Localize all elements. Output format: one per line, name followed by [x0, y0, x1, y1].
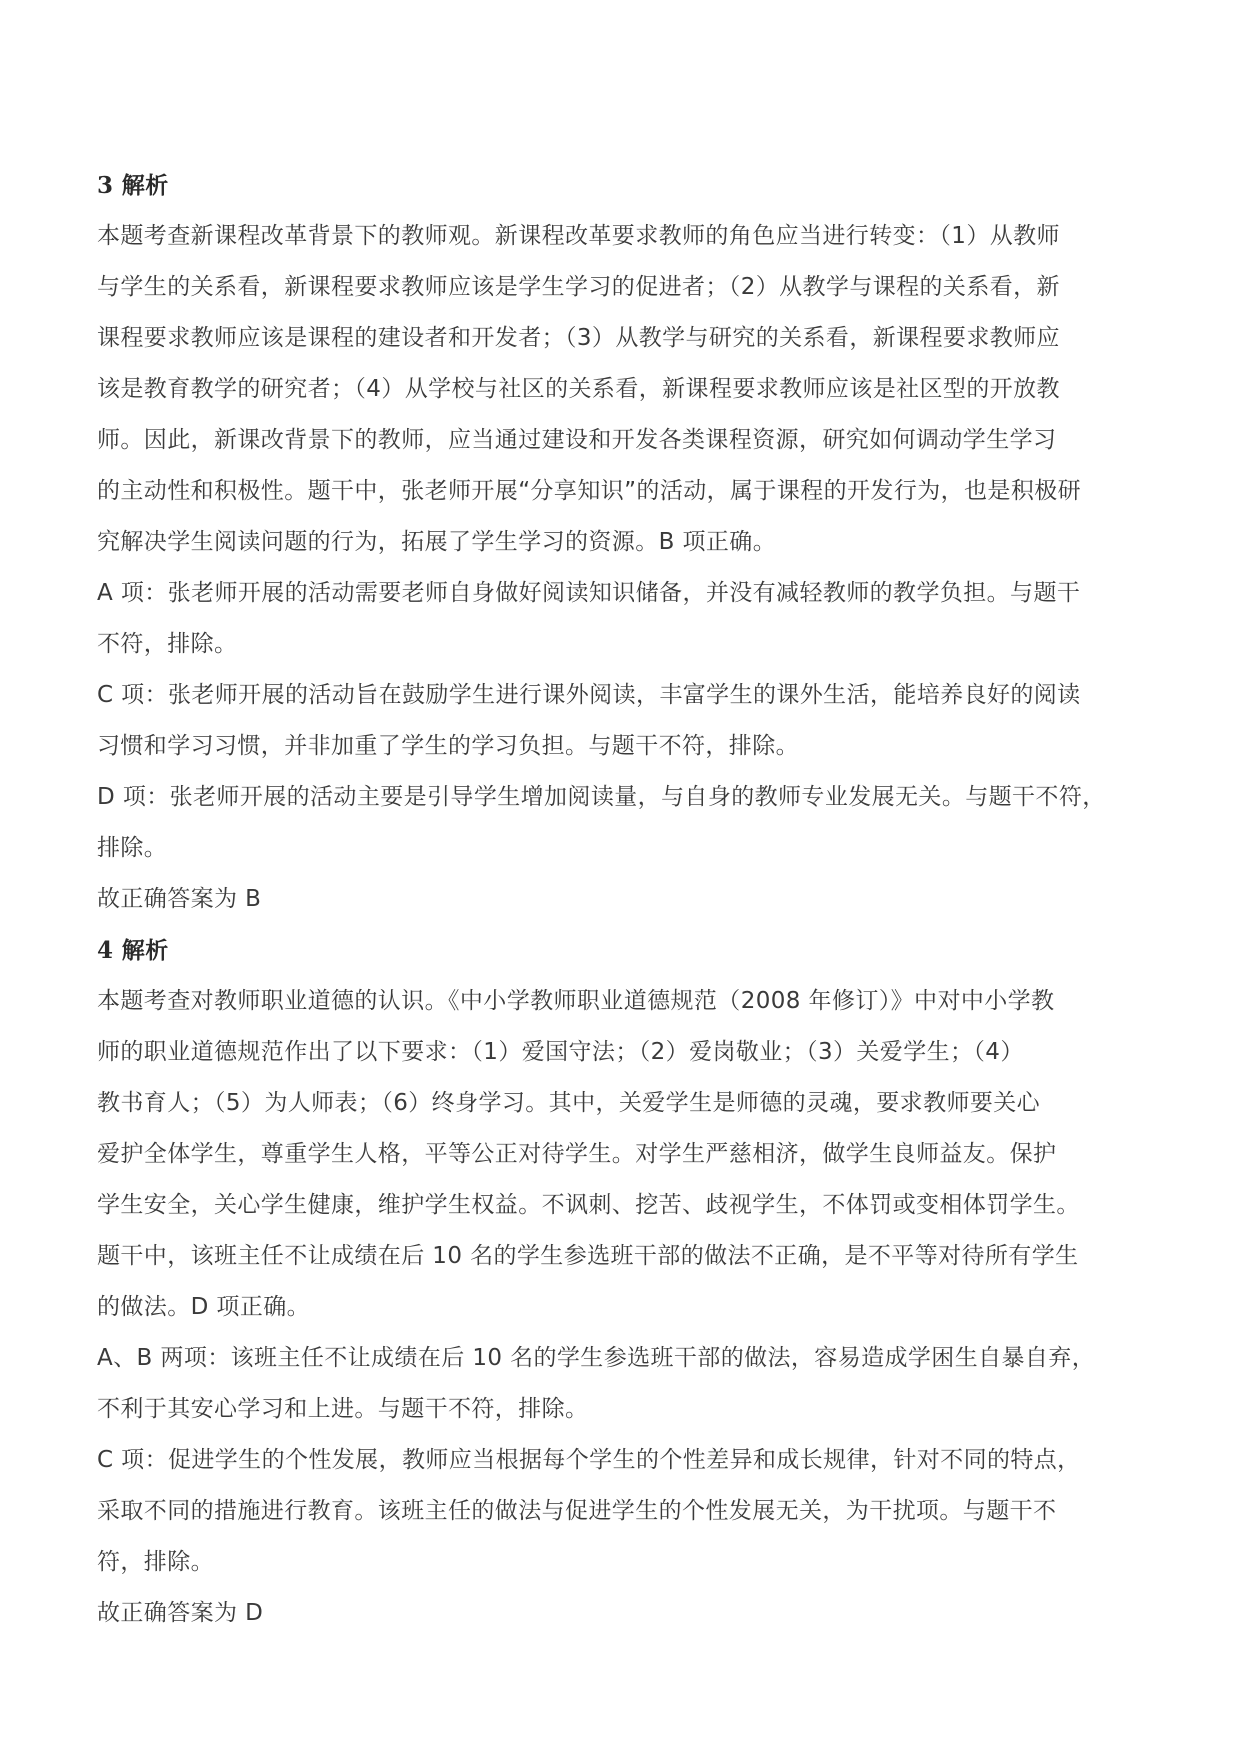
section-3-line: 与学生的关系看，新课程要求教师应该是学生学习的促进者；（2）从教学与课程的关系看，新	[97, 274, 1060, 300]
section-3-line: 习惯和学习习惯，并非加重了学生的学习负担。与题干不符，排除。	[97, 733, 799, 759]
section-4-line: 的做法。D 项正确。	[97, 1294, 311, 1320]
section-3-line: 究解决学生阅读问题的行为，拓展了学生学习的资源。B 项正确。	[97, 529, 777, 555]
section-3-line: 不符，排除。	[97, 631, 238, 657]
section-4-line: 不利于其安心学习和上进。与题干不符，排除。	[97, 1396, 589, 1422]
section-4-answer: 故正确答案为 D	[97, 1600, 264, 1626]
section-4-line: 师的职业道德规范作出了以下要求：（1）爱国守法；（2）爱岗敬业；（3）关爱学生；（4）	[97, 1039, 1024, 1065]
section-3-line: A 项：张老师开展的活动需要老师自身做好阅读知识储备，并没有减轻教师的教学负担。与题干	[97, 580, 1081, 606]
section-4-line: 教书育人；（5）为人师表；（6）终身学习。其中，关爱学生是师德的灵魂，要求教师要关心	[97, 1090, 1041, 1116]
section-3-line: 的主动性和积极性。题干中，张老师开展“分享知识”的活动，属于课程的开发行为，也是积极研	[97, 478, 1082, 504]
section-3-heading: 3 解析	[97, 172, 169, 199]
section-3-line: 排除。	[97, 835, 168, 861]
section-4-heading: 4 解析	[97, 937, 169, 964]
section-3-line: 师。因此，新课改背景下的教师，应当通过建设和开发各类课程资源，研究如何调动学生学习	[97, 427, 1057, 453]
section-4-line: 爱护全体学生，尊重学生人格，平等公正对待学生。对学生严慈相济，做学生良师益友。保护	[97, 1141, 1057, 1167]
section-4-line: C 项：促进学生的个性发展，教师应当根据每个学生的个性差异和成长规律，针对不同的特点，	[97, 1447, 1081, 1473]
section-4-line: 本题考查对教师职业道德的认识。《中小学教师职业道德规范（2008 年修订）》中对中小学教	[97, 988, 1055, 1014]
section-3-line: 本题考查新课程改革背景下的教师观。新课程改革要求教师的角色应当进行转变：（1）从教师	[97, 223, 1060, 249]
section-4-line: A、B 两项：该班主任不让成绩在后 10 名的学生参选班干部的做法，容易造成学困生自暴自弃，	[97, 1345, 1096, 1371]
section-3-line: D 项：张老师开展的活动主要是引导学生增加阅读量，与自身的教师专业发展无关。与题干不符，	[97, 784, 1106, 810]
section-3-line: C 项：张老师开展的活动旨在鼓励学生进行课外阅读，丰富学生的课外生活，能培养良好的阅读	[97, 682, 1081, 708]
section-4-line: 采取不同的措施进行教育。该班主任的做法与促进学生的个性发展无关，为干扰项。与题干不	[97, 1498, 1057, 1524]
section-3-line: 该是教育教学的研究者；（4）从学校与社区的关系看，新课程要求教师应该是社区型的开放教	[97, 376, 1060, 402]
section-4-line: 学生安全，关心学生健康，维护学生权益。不讽刺、挖苦、歧视学生，不体罚或变相体罚学生。	[97, 1192, 1080, 1218]
section-3-answer: 故正确答案为 B	[97, 886, 262, 912]
section-4-line: 题干中，该班主任不让成绩在后 10 名的学生参选班干部的做法不正确，是不平等对待所有学生	[97, 1243, 1079, 1269]
document-page	[97, 160, 1177, 1639]
section-4-line: 符，排除。	[97, 1549, 214, 1575]
section-3-line: 课程要求教师应该是课程的建设者和开发者；（3）从教学与研究的关系看，新课程要求教师应	[97, 325, 1060, 351]
